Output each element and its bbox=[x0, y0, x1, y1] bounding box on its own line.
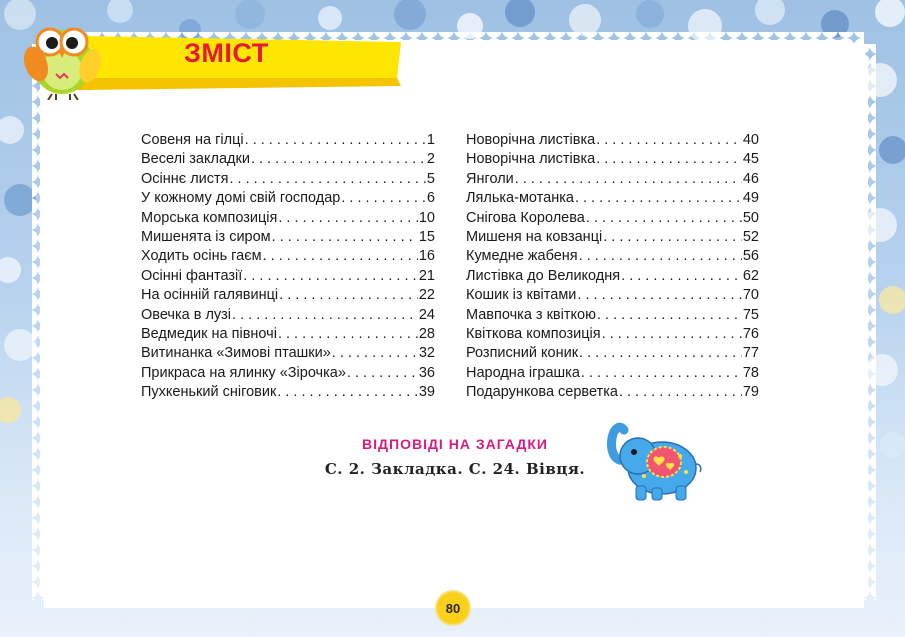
dot-leader bbox=[597, 307, 742, 323]
toc-entry[interactable] bbox=[141, 210, 435, 229]
dot-leader bbox=[603, 229, 742, 245]
toc-entry[interactable] bbox=[141, 229, 435, 248]
dot-leader bbox=[263, 248, 418, 264]
dot-leader bbox=[586, 210, 742, 226]
toc-entry-title: Снігова Королева bbox=[466, 209, 585, 226]
toc-entry-page: 6 bbox=[426, 190, 435, 207]
toc-entry[interactable] bbox=[466, 171, 759, 190]
toc-entry-page: 32 bbox=[418, 345, 435, 362]
toc-entry-title: Витинанка «Зимові пташки» bbox=[141, 345, 331, 362]
dot-leader bbox=[581, 365, 742, 381]
toc-entry-page: 46 bbox=[742, 170, 759, 187]
toc-entry-title: Мавпочка з квіткою bbox=[466, 306, 596, 323]
dot-leader bbox=[515, 171, 742, 187]
dot-leader bbox=[621, 268, 742, 284]
toc-entry[interactable] bbox=[141, 171, 435, 190]
toc-entry[interactable] bbox=[141, 365, 435, 384]
dot-leader bbox=[272, 229, 418, 245]
toc-entry[interactable] bbox=[141, 307, 435, 326]
dot-leader bbox=[230, 171, 426, 187]
toc-entry-page: 15 bbox=[418, 228, 435, 245]
toc-entry-page: 52 bbox=[742, 228, 759, 245]
dot-leader bbox=[579, 345, 742, 361]
dot-leader bbox=[278, 326, 418, 342]
dot-leader bbox=[277, 384, 418, 400]
toc-entry-title: Кошик із квітами bbox=[466, 287, 577, 304]
toc-entry[interactable] bbox=[466, 326, 759, 345]
dot-leader bbox=[619, 384, 742, 400]
elephant-icon bbox=[604, 420, 704, 504]
toc-entry-page: 5 bbox=[426, 170, 435, 187]
toc-entry[interactable] bbox=[466, 365, 759, 384]
toc-entry-title: Народна іграшка bbox=[466, 364, 580, 381]
toc-entry[interactable] bbox=[141, 190, 435, 209]
toc-entry-title: Квіткова композиція bbox=[466, 325, 601, 342]
toc-entry[interactable] bbox=[141, 326, 435, 345]
toc-entry-title: Прикраса на ялинку «Зірочка» bbox=[141, 364, 346, 381]
toc-entry-title: Осінні фантазії bbox=[141, 267, 243, 284]
toc-right-column bbox=[466, 132, 759, 403]
toc-entry[interactable] bbox=[466, 132, 759, 151]
toc-entry[interactable] bbox=[466, 151, 759, 170]
toc-entry-title: Подарункова серветка bbox=[466, 384, 618, 401]
toc-entry-title: Ходить осінь гаєм bbox=[141, 248, 262, 265]
toc-entry-page: 50 bbox=[742, 209, 759, 226]
toc-entry-title: Морська композиція bbox=[141, 209, 278, 226]
dot-leader bbox=[347, 365, 418, 381]
toc-entry-page: 79 bbox=[742, 384, 759, 401]
toc-entry[interactable] bbox=[466, 345, 759, 364]
toc-entry-page: 70 bbox=[742, 287, 759, 304]
toc-entry[interactable] bbox=[141, 132, 435, 151]
answers-text: С. 2. Закладка. С. 24. Вівця. bbox=[324, 460, 586, 478]
toc-entry[interactable] bbox=[466, 307, 759, 326]
toc-entry-title: Веселі закладки bbox=[141, 151, 250, 168]
toc-entry[interactable] bbox=[141, 287, 435, 306]
dot-leader bbox=[341, 190, 426, 206]
dot-leader bbox=[251, 151, 426, 167]
toc-entry[interactable] bbox=[141, 268, 435, 287]
dot-leader bbox=[575, 190, 742, 206]
toc-entry-page: 75 bbox=[742, 306, 759, 323]
dot-leader bbox=[332, 345, 418, 361]
toc-entry[interactable] bbox=[466, 190, 759, 209]
toc-entry-title: Кумедне жабеня bbox=[466, 248, 578, 265]
toc-entry-title: Листівка до Великодня bbox=[466, 267, 621, 284]
toc-entry-page: 2 bbox=[426, 151, 435, 168]
toc-entry-title: Овечка в лузі bbox=[141, 306, 232, 323]
toc-entry-title: Новорічна листівка bbox=[466, 132, 596, 148]
toc-entry-title: Лялька-мотанка bbox=[466, 190, 574, 207]
owl-icon bbox=[18, 14, 108, 100]
toc-entry[interactable] bbox=[466, 287, 759, 306]
toc-entry-title: Совеня на гілці bbox=[141, 132, 244, 148]
toc-entry-page: 24 bbox=[418, 306, 435, 323]
toc-entry-page: 62 bbox=[742, 267, 759, 284]
toc-entry[interactable] bbox=[466, 268, 759, 287]
toc-entry-title: Осіннє листя bbox=[141, 170, 229, 187]
toc-entry-page: 39 bbox=[418, 384, 435, 401]
toc-entry-title: На осінній галявинці bbox=[141, 287, 279, 304]
page-title: ЗМІСТ bbox=[184, 38, 269, 68]
toc-entry[interactable] bbox=[141, 345, 435, 364]
toc-entry-page: 21 bbox=[418, 267, 435, 284]
dot-leader bbox=[243, 268, 418, 284]
toc-entry-title: Мишенята із сиром bbox=[141, 228, 271, 245]
toc-left-column bbox=[141, 132, 435, 403]
toc-entry-page: 49 bbox=[742, 190, 759, 207]
toc-entry-page: 77 bbox=[742, 345, 759, 362]
answers-heading: ВІДПОВІДІ НА ЗАГАДКИ bbox=[362, 436, 548, 452]
toc-entry-title: Ведмедик на півночі bbox=[141, 325, 277, 342]
toc-entry[interactable] bbox=[141, 384, 435, 403]
toc-entry[interactable] bbox=[466, 384, 759, 403]
toc-entry-page: 45 bbox=[742, 151, 759, 168]
dot-leader bbox=[602, 326, 742, 342]
toc-entry-page: 40 bbox=[742, 132, 759, 148]
toc-entry-page: 36 bbox=[418, 364, 435, 381]
toc-entry[interactable] bbox=[141, 151, 435, 170]
dot-leader bbox=[232, 307, 418, 323]
toc-entry[interactable] bbox=[466, 248, 759, 267]
toc-entry-page: 16 bbox=[418, 248, 435, 265]
toc-entry[interactable] bbox=[141, 248, 435, 267]
toc-entry-page: 56 bbox=[742, 248, 759, 265]
dot-leader bbox=[579, 248, 742, 264]
toc-entry-page: 22 bbox=[418, 287, 435, 304]
dot-leader bbox=[596, 132, 742, 148]
toc-entry-page: 10 bbox=[418, 209, 435, 226]
toc-entry-title: Пухкенький сніговик bbox=[141, 384, 277, 401]
dot-leader bbox=[245, 132, 426, 148]
dot-leader bbox=[278, 210, 418, 226]
page-number-badge bbox=[437, 592, 469, 624]
toc-entry-title: Янголи bbox=[466, 170, 514, 187]
toc-entry[interactable] bbox=[466, 229, 759, 248]
toc-entry-page: 78 bbox=[742, 364, 759, 381]
toc-entry-title: Новорічна листівка bbox=[466, 151, 596, 168]
toc-entry-title: Мишеня на ковзанці bbox=[466, 228, 603, 245]
toc-entry[interactable] bbox=[466, 210, 759, 229]
page-number: 80 bbox=[445, 600, 461, 616]
toc-entry-title: У кожному домі свій господар bbox=[141, 190, 341, 207]
dot-leader bbox=[577, 287, 741, 303]
dot-leader bbox=[279, 287, 418, 303]
dot-leader bbox=[596, 151, 742, 167]
toc-entry-title: Розписний коник bbox=[466, 345, 579, 362]
toc-entry-page: 28 bbox=[418, 325, 435, 342]
toc-entry-page: 76 bbox=[742, 325, 759, 342]
toc-entry-page: 1 bbox=[426, 132, 435, 148]
